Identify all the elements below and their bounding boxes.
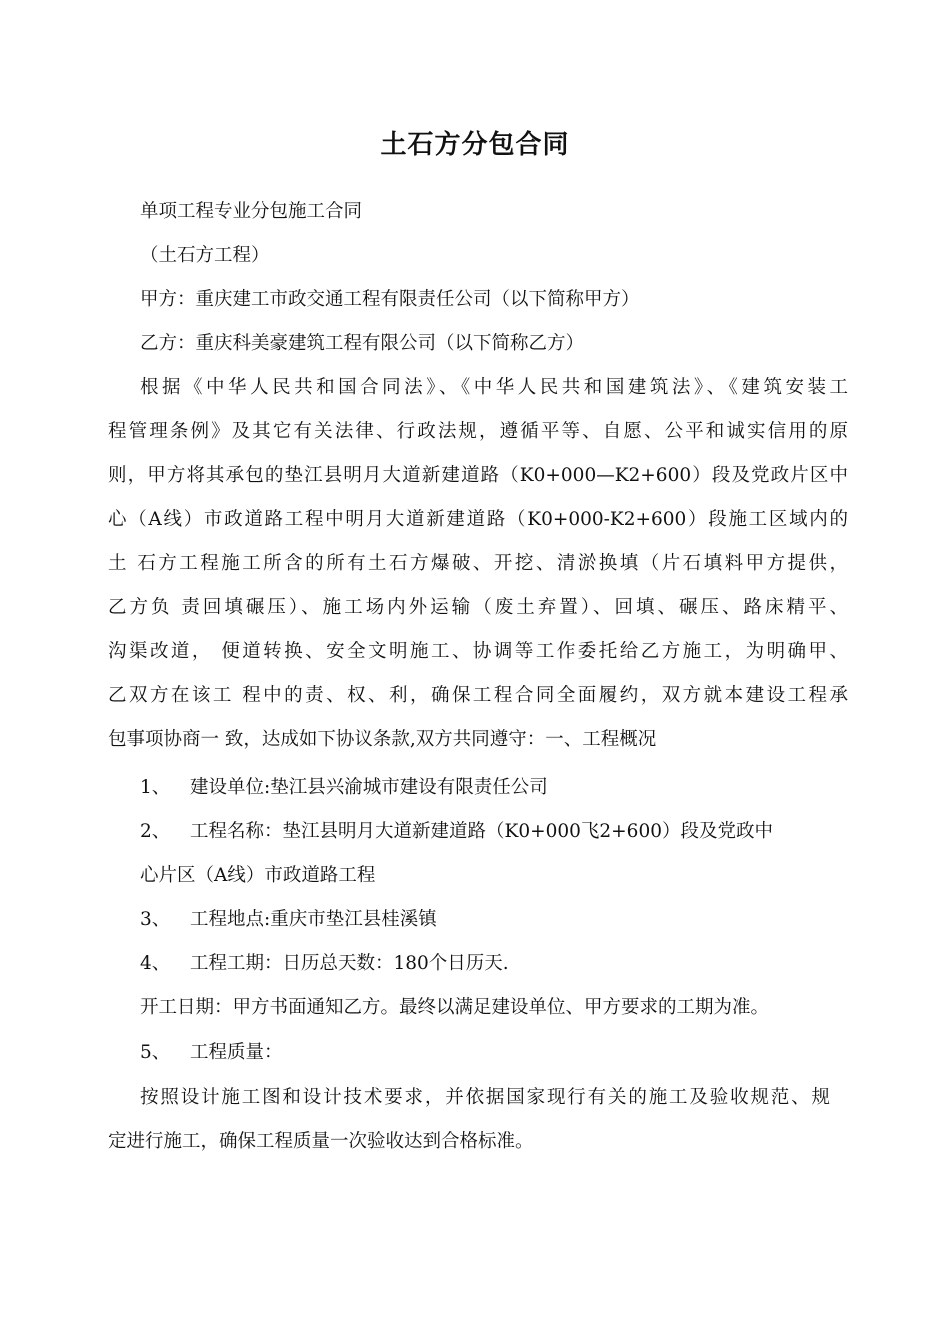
project-category: （土石方工程） bbox=[140, 245, 270, 266]
item-1 bbox=[140, 773, 880, 803]
item-1-number: 1、 bbox=[140, 777, 171, 798]
item-2 bbox=[140, 817, 880, 847]
item-3-text: 工程地点:重庆市垫江县桂溪镇 bbox=[190, 909, 437, 930]
party-a: 甲方：重庆建工市政交通工程有限责任公司（以下简称甲方） bbox=[140, 289, 640, 310]
item-5-number: 5、 bbox=[140, 1042, 171, 1063]
item-3 bbox=[140, 905, 880, 935]
document-subtitle: 单项工程专业分包施工合同 bbox=[140, 201, 363, 222]
preamble-line: 土 石方工程施工所含的所有土石方爆破、开挖、清淤换填（片石填料甲方提供， bbox=[108, 553, 848, 574]
preamble-line: 程管理条例》及其它有关法律、行政法规，遵循平等、自愿、公平和诚实信用的原 bbox=[108, 421, 848, 442]
item-4 bbox=[140, 949, 880, 979]
preamble-line: 则，甲方将其承包的垫江县明月大道新建道路（K0+000—K2+600）段及党政片区中 bbox=[108, 465, 848, 486]
quality-line: 按照设计施工图和设计技术要求，并依据国家现行有关的施工及验收规范、规 bbox=[140, 1087, 830, 1108]
item-5-text: 工程质量： bbox=[190, 1042, 283, 1063]
preamble-line: 心（A线）市政道路工程中明月大道新建道路（K0+000-K2+600）段施工区域内的 bbox=[108, 509, 848, 530]
party-b: 乙方：重庆科美豪建筑工程有限公司（以下简称乙方） bbox=[140, 333, 585, 354]
item-3-number: 3、 bbox=[140, 909, 171, 930]
item-2-continued: 心片区（A线）市政道路工程 bbox=[140, 865, 376, 886]
start-date: 开工日期：甲方书面通知乙方。最终以满足建设单位、甲方要求的工期为准。 bbox=[140, 997, 770, 1018]
item-2-number: 2、 bbox=[140, 821, 171, 842]
item-4-text: 工程工期：日历总天数：180个日历天. bbox=[190, 953, 509, 974]
preamble-line: 根据《中华人民共和国合同法》、《中华人民共和国建筑法》、《建筑安装工 bbox=[140, 377, 848, 398]
preamble-line: 沟渠改道， 便道转换、安全文明施工、协调等工作委托给乙方施工，为明确甲、 bbox=[108, 641, 848, 662]
preamble-line: 乙方负 责回填碾压）、施工场内外运输（废土弃置）、回填、碾压、路床精平、 bbox=[108, 597, 848, 618]
item-4-number: 4、 bbox=[140, 953, 171, 974]
quality-line: 定进行施工，确保工程质量一次验收达到合格标准。 bbox=[108, 1131, 534, 1152]
item-5 bbox=[140, 1038, 880, 1068]
item-2-text: 工程名称：垫江县明月大道新建道路（K0+000飞2+600）段及党政中 bbox=[190, 821, 773, 842]
preamble-line: 包事项协商一 致，达成如下协议条款,双方共同遵守：一、工程概况 bbox=[108, 729, 657, 750]
preamble-line: 乙双方在该工 程中的责、权、利，确保工程合同全面履约，双方就本建设工程承 bbox=[108, 685, 848, 706]
document-title: 土石方分包合同 bbox=[380, 130, 570, 160]
item-1-text: 建设单位:垫江县兴渝城市建设有限责任公司 bbox=[190, 777, 548, 798]
